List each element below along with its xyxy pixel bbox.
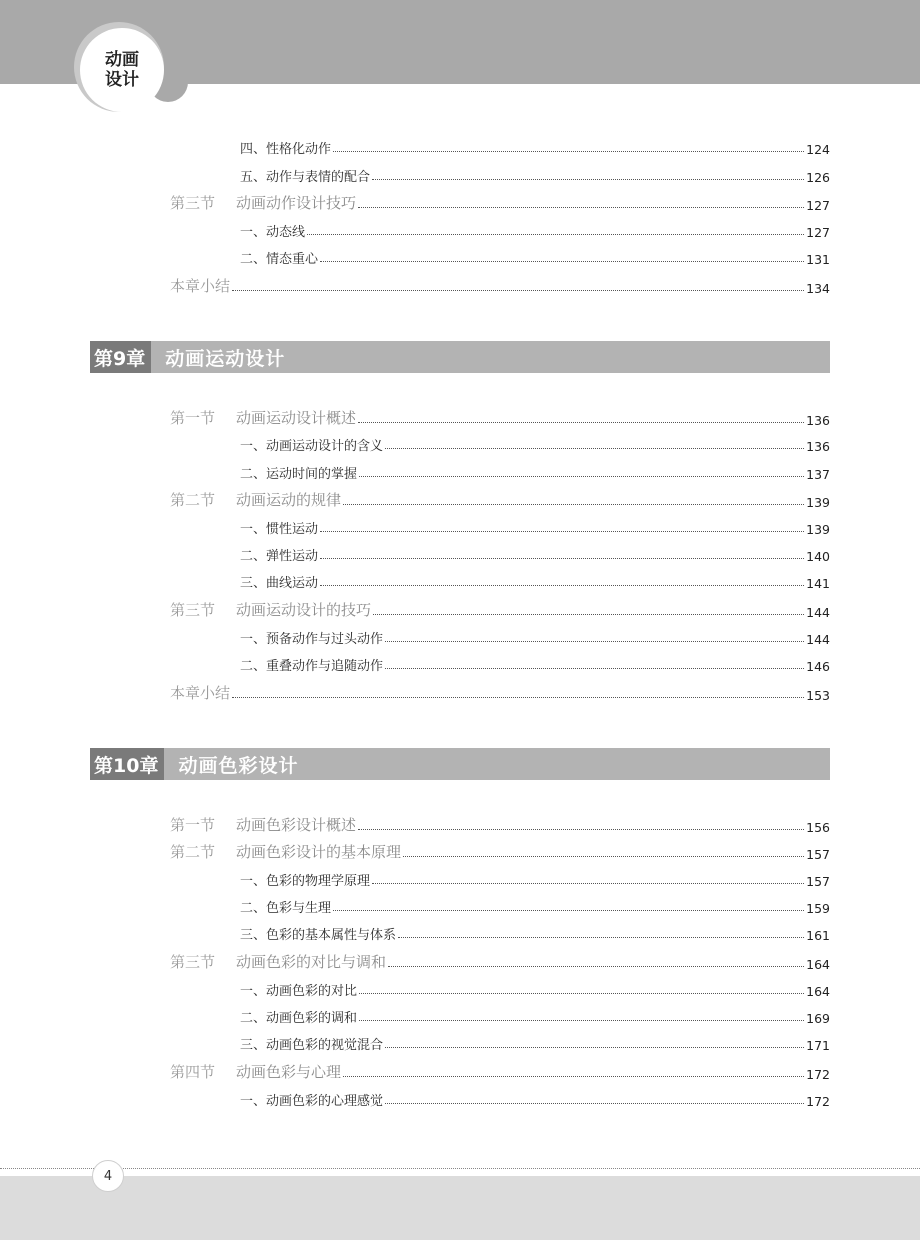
toc-entry-item[interactable]	[0, 1002, 920, 1026]
leader-dots	[385, 668, 804, 669]
page-ref: 156	[806, 820, 830, 835]
toc-entry-item[interactable]	[0, 1029, 920, 1053]
page-ref: 131	[806, 252, 830, 267]
footer-band	[0, 1176, 920, 1240]
section-label	[170, 814, 356, 835]
leader-dots	[307, 234, 804, 235]
item-label: 一、动画运动设计的含义	[240, 439, 384, 454]
section-title: 动画色彩的对比与调和	[236, 953, 387, 971]
item-label: 二、色彩与生理	[240, 901, 332, 916]
chapter-heading-9	[90, 341, 830, 373]
toc-entry-sec[interactable]	[0, 189, 920, 213]
toc-entry-item[interactable]	[0, 430, 920, 454]
page-ref: 141	[806, 576, 830, 591]
chapter-title: 动画运动设计	[165, 347, 286, 370]
leader-dots	[320, 531, 804, 532]
toc-entry-item[interactable]	[0, 540, 920, 564]
item-label: 一、色彩的物理学原理	[240, 874, 371, 889]
chapter-title: 动画色彩设计	[178, 754, 299, 777]
page-ref: 136	[806, 413, 830, 428]
page-ref: 126	[806, 170, 830, 185]
chapter-heading-10	[90, 748, 830, 780]
page-ref: 159	[806, 901, 830, 916]
leader-dots	[320, 585, 804, 586]
toc-entry-sec[interactable]	[0, 948, 920, 972]
toc-entry-sum[interactable]	[0, 679, 920, 703]
section-number: 第三节	[170, 953, 216, 971]
page-ref: 144	[806, 632, 830, 647]
page-ref: 172	[806, 1094, 830, 1109]
leader-dots	[385, 448, 804, 449]
leader-dots	[343, 504, 804, 505]
summary-label: 本章小结	[170, 684, 231, 702]
page-ref: 127	[806, 198, 830, 213]
leader-dots	[320, 261, 804, 262]
section-label	[170, 1061, 341, 1082]
page-ref: 171	[806, 1038, 830, 1053]
leader-dots	[343, 1076, 804, 1077]
leader-dots	[403, 856, 804, 857]
page-ref: 127	[806, 225, 830, 240]
page-ref: 164	[806, 957, 830, 972]
badge-line-2: 设计	[105, 70, 139, 90]
leader-dots	[333, 910, 804, 911]
page-ref: 157	[806, 847, 830, 862]
item-label: 二、情态重心	[240, 252, 319, 267]
item-label: 一、动画色彩的心理感觉	[240, 1094, 384, 1109]
chapter-number: 第10章	[90, 748, 164, 780]
item-label: 三、动画色彩的视觉混合	[240, 1038, 384, 1053]
toc-entry-item[interactable]	[0, 865, 920, 889]
page-ref: 140	[806, 549, 830, 564]
leader-dots	[358, 207, 804, 208]
section-number: 第四节	[170, 1063, 216, 1081]
toc-entry-sec[interactable]	[0, 838, 920, 862]
leader-dots	[385, 1103, 804, 1104]
toc-entry-item[interactable]	[0, 975, 920, 999]
item-label: 二、运动时间的掌握	[240, 467, 358, 482]
footer-dotted-rule	[0, 1168, 920, 1169]
section-number: 第一节	[170, 816, 216, 834]
toc-entry-sec[interactable]	[0, 404, 920, 428]
toc-entry-item[interactable]	[0, 216, 920, 240]
page-number: 4	[92, 1160, 124, 1192]
toc-entry-sec[interactable]	[0, 1058, 920, 1082]
page-ref: 136	[806, 439, 830, 454]
page-ref: 139	[806, 495, 830, 510]
section-title: 动画动作设计技巧	[236, 194, 357, 212]
page-ref: 139	[806, 522, 830, 537]
section-label	[170, 599, 371, 620]
page-ref: 144	[806, 605, 830, 620]
toc-entry-item[interactable]	[0, 133, 920, 157]
section-label	[170, 489, 341, 510]
item-label: 四、性格化动作	[240, 142, 332, 157]
item-label: 一、惯性运动	[240, 522, 319, 537]
toc-entry-sec[interactable]	[0, 486, 920, 510]
toc-entry-item[interactable]	[0, 161, 920, 185]
leader-dots	[372, 883, 804, 884]
book-title-badge	[80, 28, 164, 112]
section-label	[170, 841, 401, 862]
section-label	[170, 192, 356, 213]
toc-entry-item[interactable]	[0, 892, 920, 916]
section-title: 动画色彩设计的基本原理	[236, 843, 402, 861]
page-ref: 157	[806, 874, 830, 889]
leader-dots	[388, 966, 804, 967]
page-ref: 172	[806, 1067, 830, 1082]
toc-entry-item[interactable]	[0, 623, 920, 647]
summary-label: 本章小结	[170, 277, 231, 295]
toc-entry-item[interactable]	[0, 513, 920, 537]
section-title: 动画运动设计概述	[236, 409, 357, 427]
section-number: 第三节	[170, 601, 216, 619]
toc-entry-item[interactable]	[0, 243, 920, 267]
section-title: 动画色彩与心理	[236, 1063, 342, 1081]
toc-entry-item[interactable]	[0, 567, 920, 591]
item-label: 一、动画色彩的对比	[240, 984, 358, 999]
leader-dots	[359, 993, 804, 994]
leader-dots	[385, 1047, 804, 1048]
leader-dots	[359, 476, 804, 477]
section-label	[170, 407, 356, 428]
toc-entry-item[interactable]	[0, 1085, 920, 1109]
toc-entry-item[interactable]	[0, 458, 920, 482]
leader-dots	[232, 290, 804, 291]
toc-entry-item[interactable]	[0, 650, 920, 674]
leader-dots	[359, 1020, 804, 1021]
leader-dots	[320, 558, 804, 559]
section-number: 第二节	[170, 491, 216, 509]
item-label: 五、动作与表情的配合	[240, 170, 371, 185]
section-number: 第三节	[170, 194, 216, 212]
page-ref: 164	[806, 984, 830, 999]
page-ref: 137	[806, 467, 830, 482]
section-title: 动画运动的规律	[236, 491, 342, 509]
chapter-number: 第9章	[90, 341, 151, 373]
toc-entry-sum[interactable]	[0, 272, 920, 296]
leader-dots	[358, 829, 804, 830]
item-label: 二、重叠动作与追随动作	[240, 659, 384, 674]
toc-entry-sec[interactable]	[0, 811, 920, 835]
leader-dots	[372, 179, 804, 180]
leader-dots	[385, 641, 804, 642]
toc-entry-item[interactable]	[0, 919, 920, 943]
section-label	[170, 951, 386, 972]
item-label: 三、曲线运动	[240, 576, 319, 591]
leader-dots	[398, 937, 804, 938]
item-label: 二、动画色彩的调和	[240, 1011, 358, 1026]
page-ref: 161	[806, 928, 830, 943]
leader-dots	[232, 697, 804, 698]
section-title: 动画色彩设计概述	[236, 816, 357, 834]
page-ref: 169	[806, 1011, 830, 1026]
item-label: 一、预备动作与过头动作	[240, 632, 384, 647]
badge-line-1: 动画	[105, 50, 139, 70]
leader-dots	[373, 614, 804, 615]
toc-entry-sec[interactable]	[0, 596, 920, 620]
leader-dots	[358, 422, 804, 423]
page-ref: 153	[806, 688, 830, 703]
leader-dots	[333, 151, 804, 152]
item-label: 三、色彩的基本属性与体系	[240, 928, 397, 943]
page-ref: 124	[806, 142, 830, 157]
item-label: 一、动态线	[240, 225, 306, 240]
page-ref: 146	[806, 659, 830, 674]
section-number: 第二节	[170, 843, 216, 861]
section-title: 动画运动设计的技巧	[236, 601, 372, 619]
page-ref: 134	[806, 281, 830, 296]
section-number: 第一节	[170, 409, 216, 427]
item-label: 二、弹性运动	[240, 549, 319, 564]
